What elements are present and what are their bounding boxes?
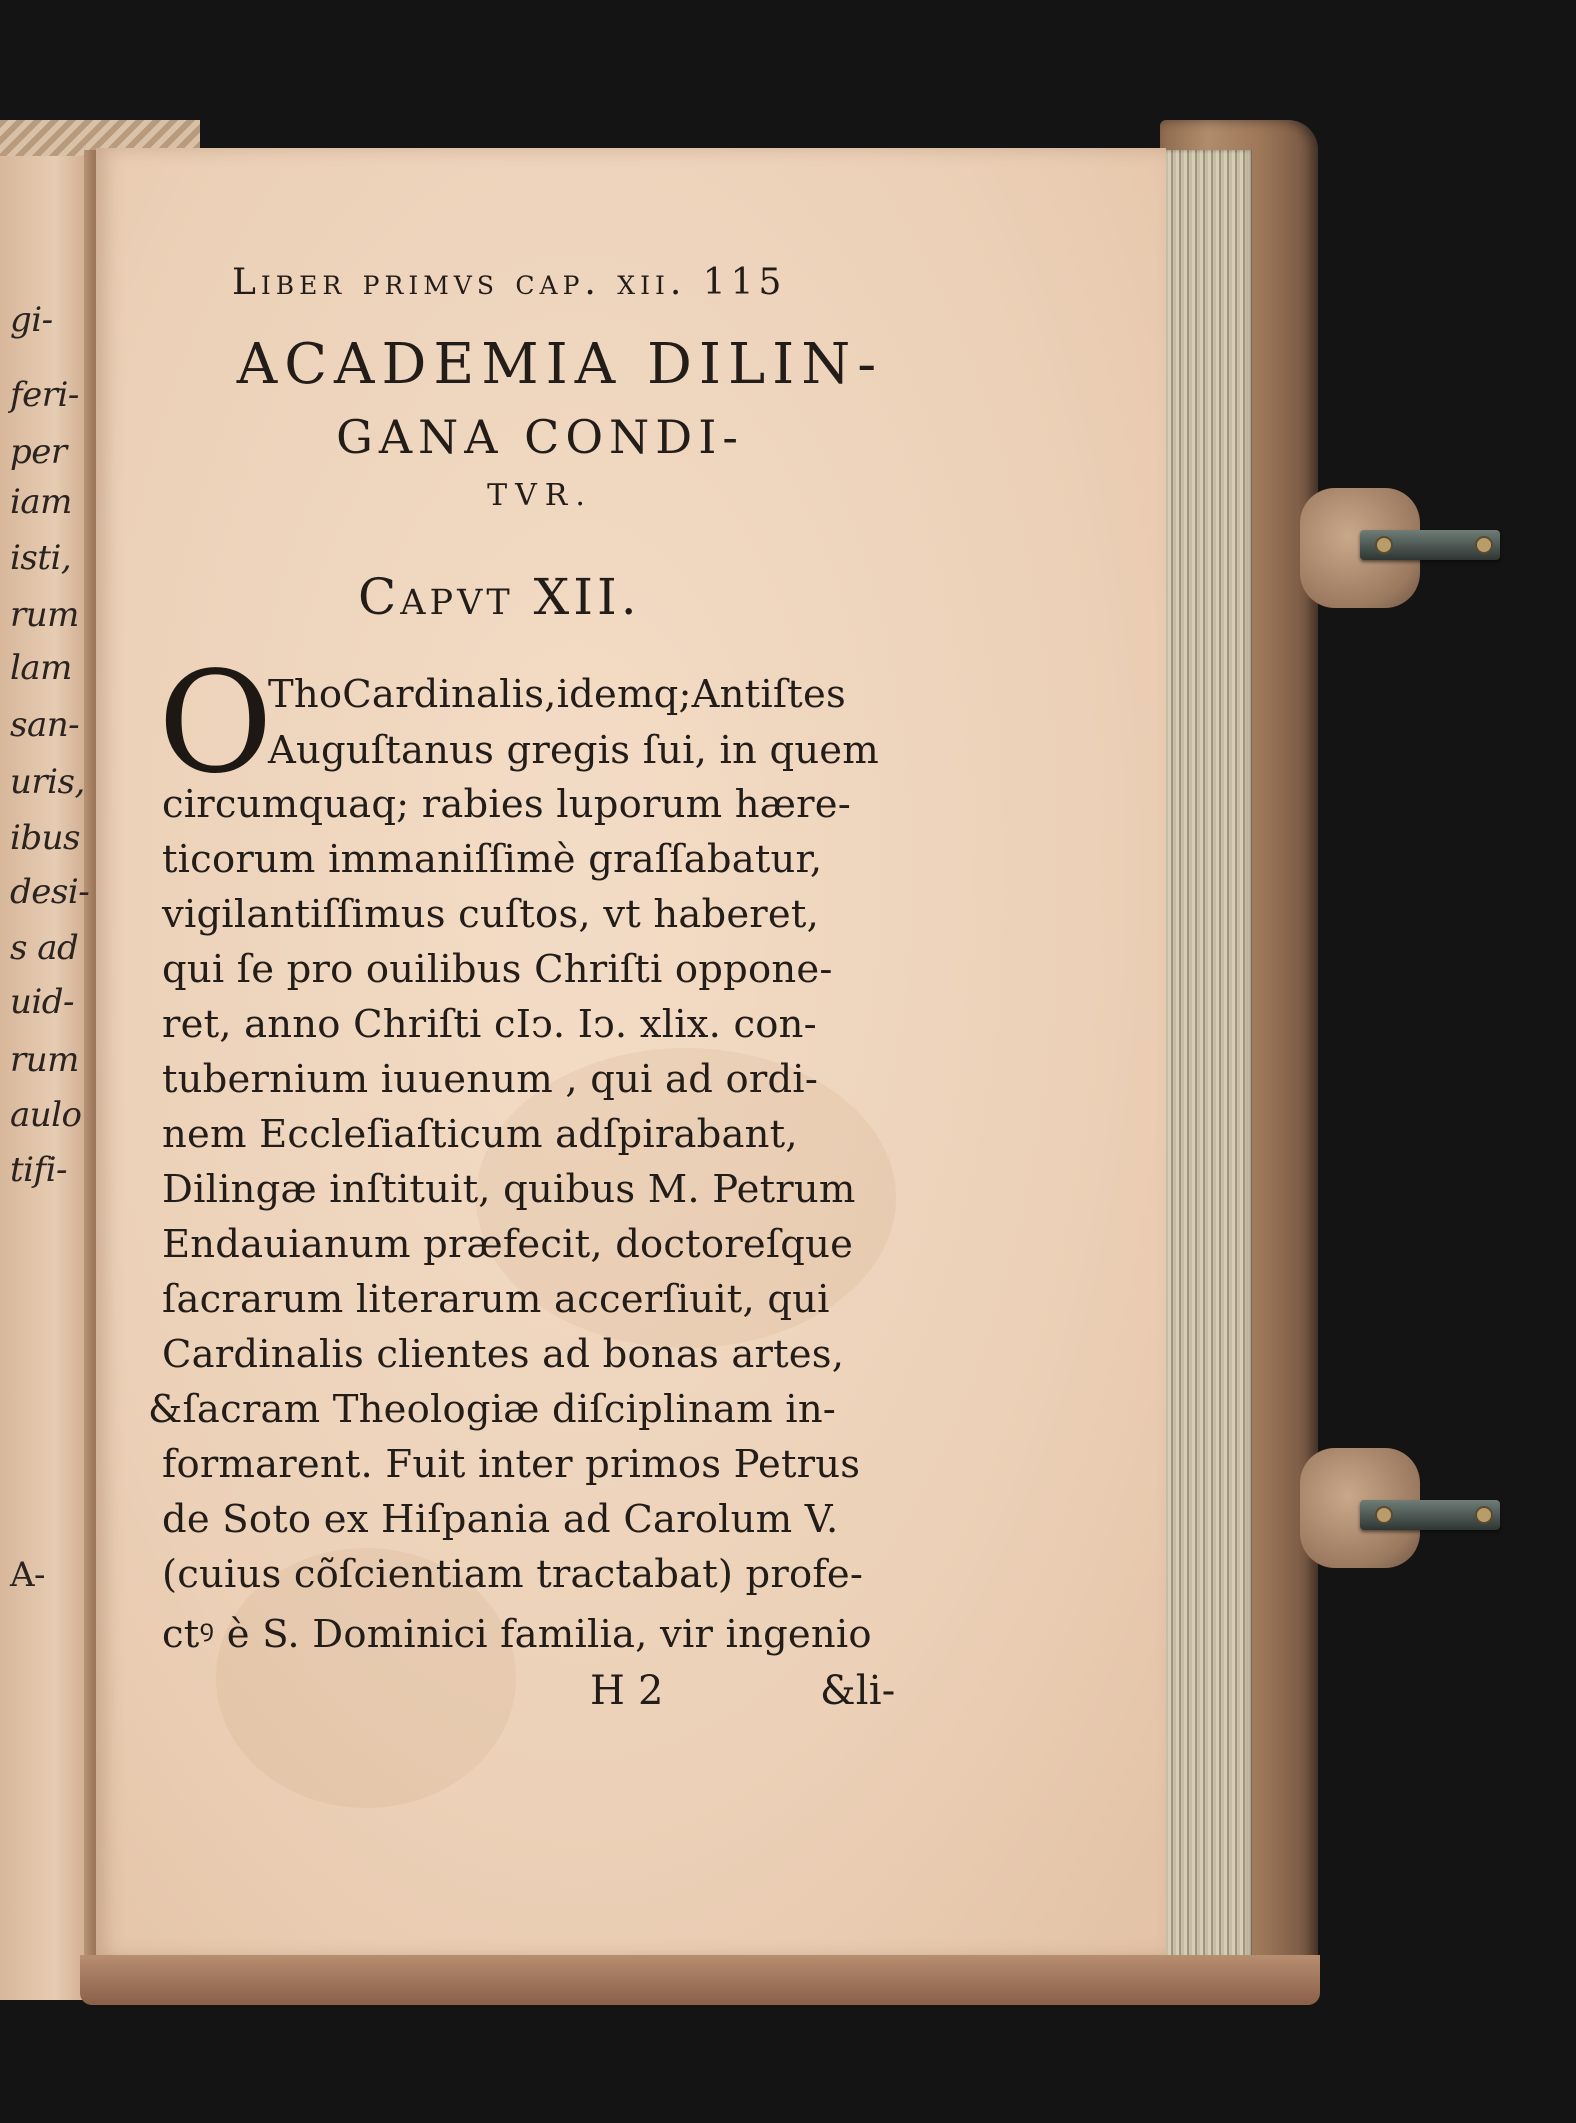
fragment: tifi- bbox=[10, 1150, 67, 1190]
body-line: tubernium iuuenum , qui ad ordi- bbox=[162, 1057, 819, 1102]
page-edges bbox=[1160, 150, 1252, 1960]
catchword: &li- bbox=[820, 1668, 896, 1714]
fragment: aulo bbox=[10, 1095, 82, 1135]
fragment: A- bbox=[10, 1555, 46, 1595]
fragment: feri- bbox=[10, 375, 79, 415]
signature-mark: H 2 bbox=[590, 1668, 664, 1714]
body-line: nem Eccleſiaſticum adſpirabant, bbox=[162, 1112, 798, 1157]
body-line: Cardinalis clientes ad bonas artes, bbox=[162, 1332, 845, 1377]
body-line: &ſacram Theologiæ diſciplinam in- bbox=[148, 1387, 837, 1432]
body-line: vigilantiſſimus cuſtos, vt haberet, bbox=[162, 892, 820, 937]
body-line: formarent. Fuit inter primos Petrus bbox=[162, 1442, 861, 1487]
fragment: gi- bbox=[10, 300, 53, 340]
bottom-edge bbox=[80, 1955, 1320, 2005]
body-line: circumquaq; rabies luporum hære- bbox=[162, 782, 851, 827]
fragment: uid- bbox=[10, 982, 75, 1022]
body-line: de Soto ex Hiſpania ad Carolum V. bbox=[162, 1497, 839, 1542]
fragment: iam bbox=[10, 482, 72, 522]
body-line: Endauianum præfecit, doctoreſque bbox=[162, 1222, 854, 1267]
body-line: (cuius cõſcientiam tractabat) profe- bbox=[162, 1552, 864, 1597]
fragment: rum bbox=[10, 595, 79, 635]
fragment: isti, bbox=[10, 538, 72, 578]
fragment: uris, bbox=[10, 762, 85, 802]
body-line: ſacrarum literarum accerſiuit, qui bbox=[162, 1277, 830, 1322]
drop-cap: O bbox=[158, 642, 273, 805]
body-line: Auguſtanus gregis ſui, in quem bbox=[268, 728, 880, 773]
body-line: ThoCardinalis,idemq;Antiſtes bbox=[268, 672, 846, 717]
body-line: ctꝰ è S. Dominici familia, vir ingenio bbox=[162, 1612, 872, 1657]
body-line: Dilingæ inſtituit, quibus M. Petrum bbox=[162, 1167, 856, 1212]
rivet-icon bbox=[1475, 536, 1493, 554]
rivet-icon bbox=[1375, 1506, 1393, 1524]
fragment: san- bbox=[10, 705, 80, 745]
rivet-icon bbox=[1475, 1506, 1493, 1524]
fragment: ibus bbox=[10, 818, 80, 858]
rivet-icon bbox=[1375, 536, 1393, 554]
fragment: lam bbox=[10, 648, 72, 688]
running-head: Liber primvs cap. xii. 115 bbox=[232, 262, 787, 303]
body-line: qui ſe pro ouilibus Chriſti oppone- bbox=[162, 947, 833, 992]
lower-clasp bbox=[1300, 1448, 1500, 1568]
fragment: per bbox=[10, 432, 67, 472]
chapter-title-line-2: GANA CONDI- bbox=[336, 410, 744, 464]
fragment: desi- bbox=[10, 872, 90, 912]
body-line: ticorum immaniſſimè graſſabatur, bbox=[162, 837, 823, 882]
fragment: rum bbox=[10, 1040, 79, 1080]
body-line: ret, anno Chriſti cIↄ. Iↄ. xlix. con- bbox=[162, 1002, 817, 1047]
chapter-heading: Capvt XII. bbox=[358, 568, 641, 626]
fragment: s ad bbox=[10, 928, 79, 968]
chapter-title-line-1: ACADEMIA DILIN- bbox=[236, 332, 884, 397]
upper-clasp bbox=[1300, 488, 1500, 608]
chapter-title-line-3: TVR. bbox=[487, 478, 593, 513]
